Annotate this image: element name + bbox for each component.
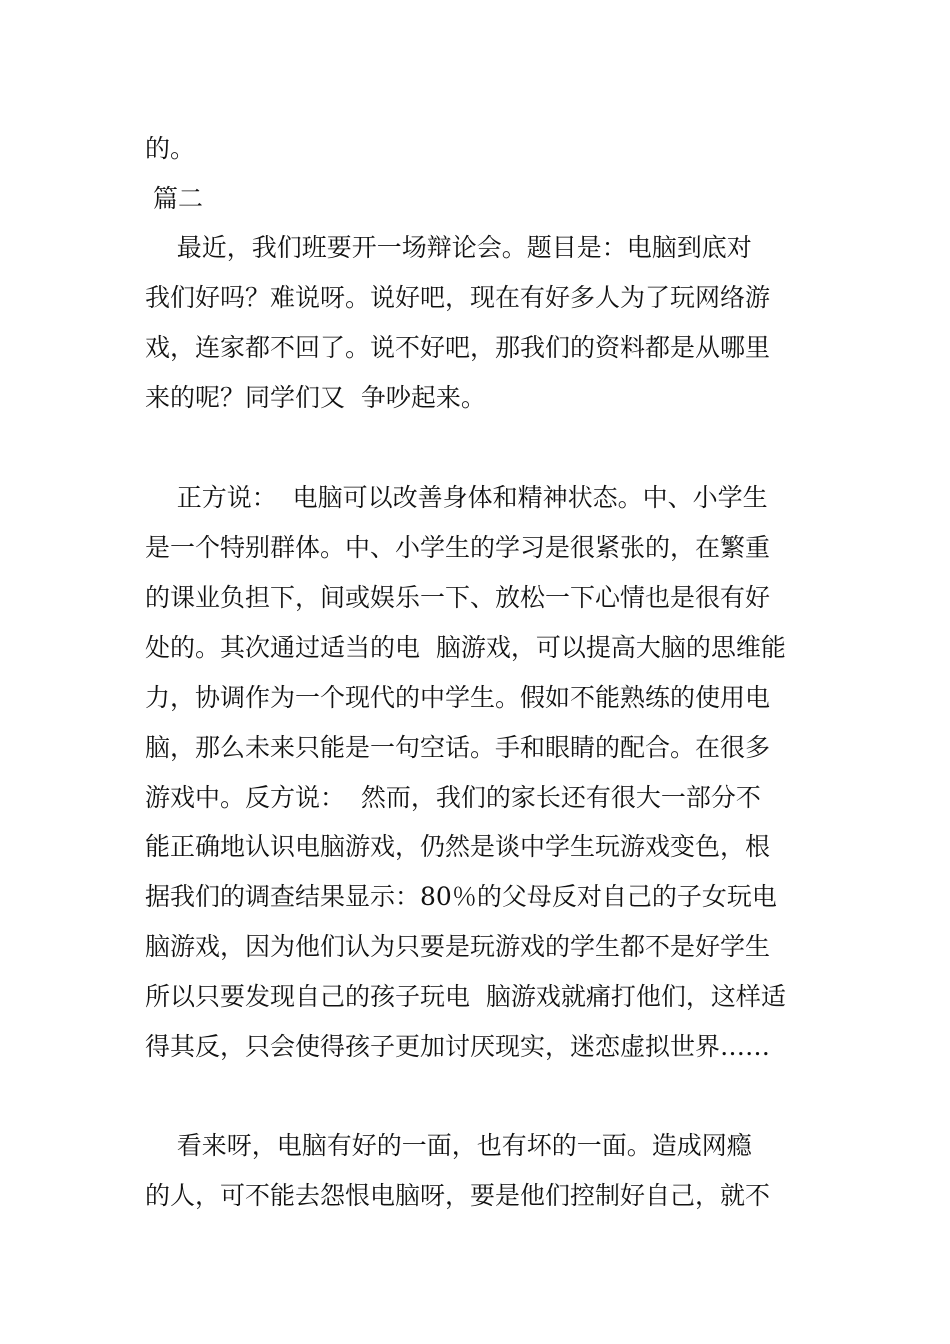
text-line: 的课业负担下，间或娱乐一下、放松一下心情也是很有好 xyxy=(145,583,771,612)
text-line: 是一个特别群体。中、小学生的学习是很紧张的，在繁重 xyxy=(145,533,771,562)
text-line: 最近，我们班要开一场辩论会。题目是：电脑到底对 xyxy=(145,233,752,262)
text-line: 我们好吗？难说呀。说好吧，现在有好多人为了玩网络游 xyxy=(145,283,771,312)
text-line: 正方说： 电脑可以改善身体和精神状态。中、小学生 xyxy=(145,483,768,512)
text-line: 得其反，只会使得孩子更加讨厌现实，迷恋虚拟世界…… xyxy=(145,1032,771,1061)
section-heading: 篇二 xyxy=(145,184,203,213)
text-line: 来的呢？同学们又 争吵起来。 xyxy=(145,383,486,412)
text-line: 所以只要发现自己的孩子玩电 脑游戏就痛打他们，这样适 xyxy=(145,982,786,1011)
text-line: 戏，连家都不回了。说不好吧，那我们的资料都是从哪里 xyxy=(145,333,771,362)
text-line: 游戏中。反方说： 然而，我们的家长还有很大一部分不 xyxy=(145,783,761,812)
text-line: 能正确地认识电脑游戏，仍然是谈中学生玩游戏变色，根 xyxy=(145,832,771,861)
text-line: 的。 xyxy=(145,134,196,163)
text-line: 力，协调作为一个现代的中学生。假如不能熟练的使用电 xyxy=(145,683,771,712)
text-line: 看来呀，电脑有好的一面，也有坏的一面。造成网瘾 xyxy=(145,1131,752,1160)
text-line: 脑游戏，因为他们认为只要是玩游戏的学生都不是好学生 xyxy=(145,932,771,961)
text-line: 据我们的调查结果显示：80％的父母反对自己的子女玩电 xyxy=(145,882,777,911)
text-line: 处的。其次通过适当的电 脑游戏，可以提高大脑的思维能 xyxy=(145,633,786,662)
text-line: 脑，那么未来只能是一句空话。手和眼睛的配合。在很多 xyxy=(145,733,771,762)
text-line: 的人，可不能去怨恨电脑呀，要是他们控制好自己，就不 xyxy=(145,1181,771,1210)
